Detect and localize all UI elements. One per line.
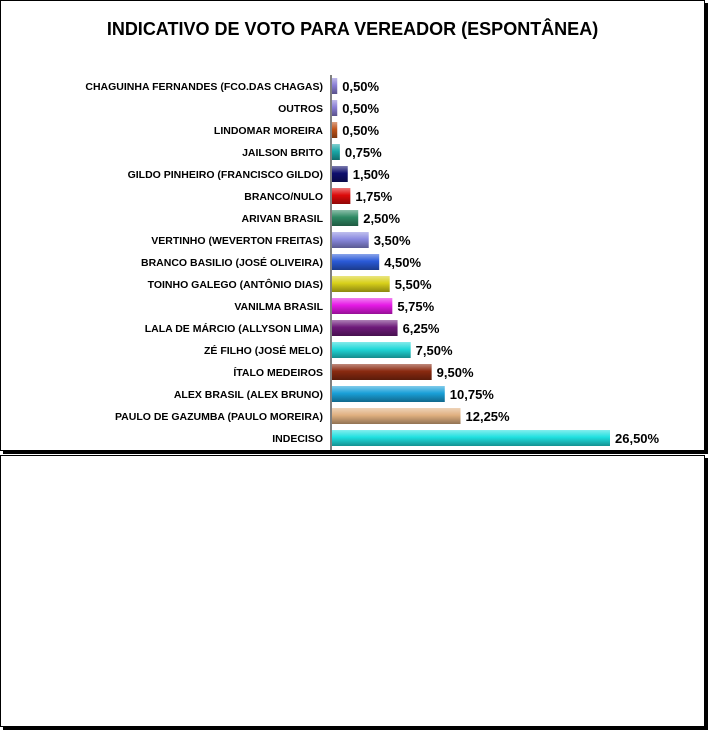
data-label: 2,50% — [363, 211, 401, 226]
bar — [332, 100, 337, 116]
data-label: 0,50% — [342, 123, 380, 138]
bar — [332, 188, 350, 204]
category-label: CHAGUINHA FERNANDES (FCO.DAS CHAGAS) — [85, 81, 323, 93]
data-label: 1,50% — [352, 167, 390, 182]
bar — [332, 342, 411, 358]
data-label: 7,50% — [415, 343, 453, 358]
category-label: VERTINHO (WEVERTON FREITAS) — [151, 235, 323, 247]
bar — [332, 430, 610, 446]
bar-chart — [1, 1, 704, 450]
bar — [332, 408, 461, 424]
bar — [332, 386, 445, 402]
data-label: 0,75% — [344, 145, 382, 160]
bar — [332, 298, 392, 314]
data-label: 3,50% — [373, 233, 411, 248]
category-label: ALEX BRASIL (ALEX BRUNO) — [173, 389, 323, 401]
data-label: 1,75% — [355, 189, 393, 204]
category-label: BRANCO/NULO — [244, 191, 323, 203]
data-label: 12,25% — [465, 409, 510, 424]
category-label: VANILMA BRASIL — [234, 301, 323, 313]
bar — [332, 232, 369, 248]
category-label: LALA DE MÁRCIO (ALLYSON LIMA) — [144, 323, 323, 335]
data-label: 0,50% — [342, 79, 380, 94]
category-label: INDECISO — [272, 433, 323, 445]
category-label: ÍTALO MEDEIROS — [233, 367, 323, 379]
chart-title: INDICATIVO DE VOTO PARA VEREADOR (ESPONTÂNEA) — [106, 19, 599, 39]
data-label: 0,50% — [342, 101, 380, 116]
bar — [332, 254, 379, 270]
category-label: TOINHO GALEGO (ANTÔNIO DIAS) — [147, 279, 323, 291]
data-label: 4,50% — [384, 255, 422, 270]
bar — [332, 78, 337, 94]
category-label: LINDOMAR MOREIRA — [213, 125, 323, 137]
category-label: ARIVAN BRASIL — [241, 213, 323, 225]
category-label: JAILSON BRITO — [242, 147, 323, 159]
data-label: 9,50% — [436, 365, 474, 380]
category-label: BRANCO BASILIO (JOSÉ OLIVEIRA) — [140, 257, 323, 269]
data-label: 5,75% — [397, 299, 435, 314]
bar — [332, 320, 398, 336]
category-label: OUTROS — [278, 103, 323, 115]
bar — [332, 166, 348, 182]
bar — [332, 276, 390, 292]
data-label: 5,50% — [394, 277, 432, 292]
lower-frame — [0, 455, 705, 727]
bar — [332, 364, 432, 380]
data-label: 10,75% — [449, 387, 494, 402]
bar — [332, 122, 337, 138]
category-label: ZÉ FILHO (JOSÉ MELO) — [203, 345, 323, 357]
data-label: 6,25% — [402, 321, 440, 336]
category-label: PAULO DE GAZUMBA (PAULO MOREIRA) — [114, 411, 323, 423]
bar — [332, 210, 358, 226]
bar — [332, 144, 340, 160]
data-label: 26,50% — [615, 431, 660, 446]
category-label: GILDO PINHEIRO (FRANCISCO GILDO) — [127, 169, 323, 181]
